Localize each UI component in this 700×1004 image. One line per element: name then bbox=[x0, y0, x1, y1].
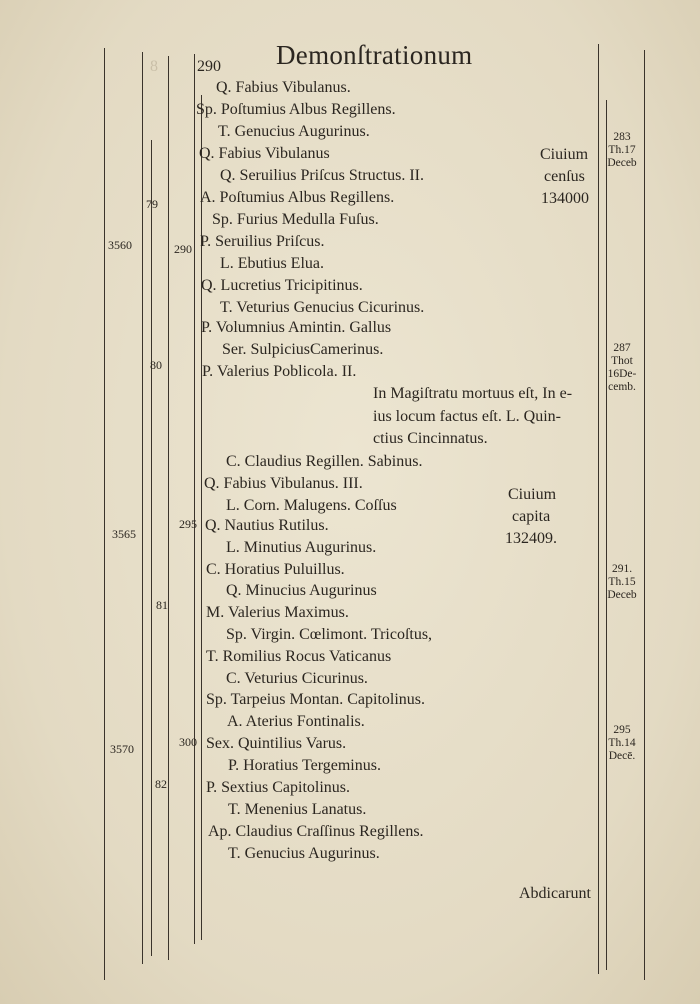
census-label: Ciuium bbox=[540, 146, 589, 163]
column-rule bbox=[142, 52, 143, 964]
consul-entry: T. Romilius Rocus Vaticanus bbox=[206, 648, 392, 665]
mortuus-note-line: ius locum factus eſt. L. Quin- bbox=[373, 408, 561, 425]
urbs-year-number: 295 bbox=[179, 517, 197, 531]
column-rule bbox=[644, 50, 645, 980]
year-number: 3565 bbox=[112, 527, 136, 541]
olympiad-number: 82 bbox=[155, 777, 167, 791]
consul-entry: Q. Minucius Augurinus bbox=[226, 582, 377, 599]
consul-entry: L. Ebutius Elua. bbox=[220, 255, 324, 272]
date-note: 295 Th.14 Decē. bbox=[608, 724, 636, 762]
year-number: 3570 bbox=[110, 742, 134, 756]
consul-entry: Q. Fabius Vibulanus. bbox=[216, 79, 351, 96]
consul-entry: Sp. Furius Medulla Fuſus. bbox=[212, 211, 379, 228]
census-value: 134000 bbox=[541, 190, 589, 207]
abdicarunt-note: Abdicarunt bbox=[519, 885, 591, 902]
consul-entry: T. Menenius Lanatus. bbox=[228, 801, 367, 818]
mortuus-note-line: In Magiſtratu mortuus eſt, In e- bbox=[373, 385, 573, 402]
census-value: 132409. bbox=[505, 530, 557, 547]
census-label: capita bbox=[512, 508, 551, 525]
consul-entry: A. Aterius Fontinalis. bbox=[227, 713, 365, 730]
consul-entry: P. Sextius Capitolinus. bbox=[206, 779, 351, 796]
consul-entry: Sp. Poſtumius Albus Regillens. bbox=[196, 101, 396, 118]
olympiad-number: 80 bbox=[150, 358, 162, 372]
consul-entry: A. Poſtumius Albus Regillens. bbox=[200, 189, 395, 206]
consul-entry: P. Valerius Poblicola. II. bbox=[202, 363, 357, 380]
consul-entry: T. Genucius Augurinus. bbox=[218, 123, 370, 140]
consul-entry: Ser. SulpiciusCamerinus. bbox=[222, 341, 384, 358]
consul-entry: Q. Nautius Rutilus. bbox=[205, 517, 329, 534]
consul-entry: M. Valerius Maximus. bbox=[206, 604, 349, 621]
date-note: 291. Th.15 Deceb bbox=[607, 563, 637, 601]
consul-entry: C. Horatius Puluillus. bbox=[206, 561, 345, 578]
page-number: 290 bbox=[197, 58, 221, 75]
column-rule bbox=[168, 56, 169, 960]
olympiad-number: 79 bbox=[146, 197, 158, 211]
urbs-year-number: 300 bbox=[179, 735, 197, 749]
column-rule bbox=[104, 48, 105, 980]
consul-entry: P. Horatius Tergeminus. bbox=[228, 757, 381, 774]
consul-entry: L. Corn. Malugens. Coſſus bbox=[226, 497, 397, 514]
consul-entry: C. Veturius Cicurinus. bbox=[226, 670, 368, 687]
consul-entry: Q. Seruilius Priſcus Structus. II. bbox=[220, 167, 424, 184]
show-through-mark: 8 bbox=[150, 58, 158, 75]
column-rule bbox=[598, 44, 599, 974]
year-number: 3560 bbox=[108, 238, 132, 252]
census-label: Ciuium bbox=[508, 486, 557, 503]
consul-entry: P. Seruilius Priſcus. bbox=[200, 233, 325, 250]
olympiad-number: 81 bbox=[156, 598, 168, 612]
consul-entry: Sex. Quintilius Varus. bbox=[206, 735, 347, 752]
consul-entry: P. Volumnius Amintin. Gallus bbox=[201, 319, 392, 336]
urbs-year-number: 290 bbox=[174, 242, 192, 256]
consul-entry: C. Claudius Regillen. Sabinus. bbox=[226, 453, 423, 470]
column-rule bbox=[151, 140, 152, 956]
consul-entry: T. Genucius Augurinus. bbox=[228, 845, 380, 862]
consul-entry: T. Veturius Genucius Cicurinus. bbox=[220, 299, 425, 316]
date-note: 283 Th.17 Deceb bbox=[607, 131, 637, 169]
page-title: Demonſtrationum bbox=[276, 40, 473, 70]
mortuus-note-line: ctius Cincinnatus. bbox=[373, 430, 488, 447]
column-rule bbox=[194, 54, 195, 944]
consul-entry: Q. Lucretius Tricipitinus. bbox=[201, 277, 363, 294]
consul-entry: Sp. Tarpeius Montan. Capitolinus. bbox=[206, 691, 426, 708]
consul-entry: Q. Fabius Vibulanus bbox=[199, 145, 330, 162]
consul-entry: Q. Fabius Vibulanus. III. bbox=[204, 475, 363, 492]
date-note: 287 Thot 16De- cemb. bbox=[607, 342, 637, 393]
consul-entry: Ap. Claudius Craſſinus Regillens. bbox=[208, 823, 424, 840]
consul-entry: L. Minutius Augurinus. bbox=[226, 539, 377, 556]
column-rule bbox=[201, 95, 202, 940]
consul-entry: Sp. Virgin. Cœlimont. Tricoſtus, bbox=[226, 626, 433, 643]
census-label: cenſus bbox=[544, 168, 585, 185]
column-rule bbox=[606, 100, 607, 970]
